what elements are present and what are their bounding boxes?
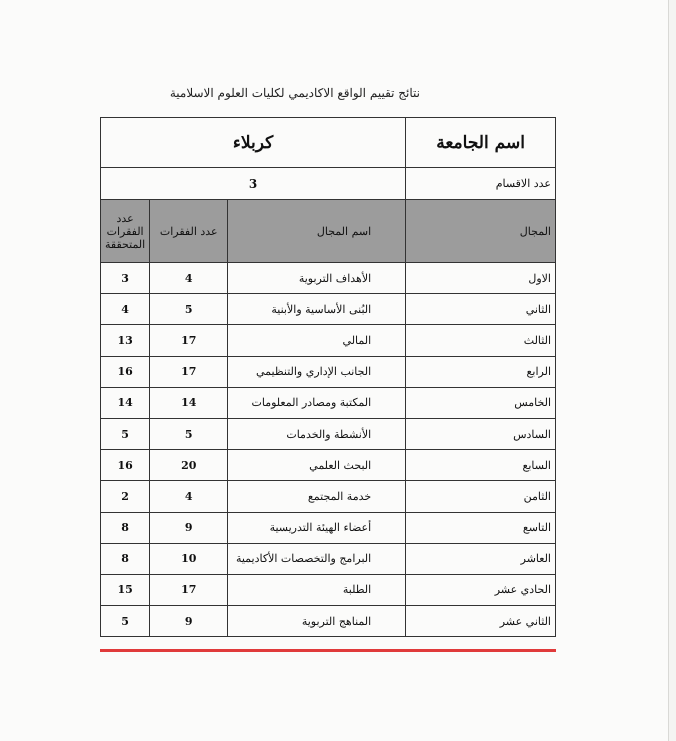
row-domain-name: المالي [228, 325, 406, 356]
row-domain: الثالث [406, 325, 556, 356]
table-row [101, 606, 556, 637]
row-domain: الثامن [406, 481, 556, 512]
row-items-count: 4 [150, 263, 228, 294]
table-row [101, 512, 556, 543]
results-table [100, 117, 556, 637]
row-domain: الاول [406, 263, 556, 294]
row-items-count: 20 [150, 450, 228, 481]
table-header-row [101, 200, 556, 263]
row-items-achieved: 16 [101, 450, 150, 481]
row-domain: الحادي عشر [406, 574, 556, 605]
table-row [101, 450, 556, 481]
row-domain-name: أعضاء الهيئة التدريسية [228, 512, 406, 543]
table-row [101, 325, 556, 356]
row-items-achieved: 14 [101, 387, 150, 418]
row-items-count: 14 [150, 387, 228, 418]
table-row [101, 294, 556, 325]
row-domain-name: البُنى الأساسية والأبنية [228, 294, 406, 325]
university-label: اسم الجامعة [406, 118, 556, 168]
header-domain: المجال [406, 200, 556, 263]
row-items-count: 17 [150, 356, 228, 387]
university-row [101, 118, 556, 168]
row-domain-name: خدمة المجتمع [228, 481, 406, 512]
row-domain-name: الطلبة [228, 574, 406, 605]
row-items-achieved: 16 [101, 356, 150, 387]
row-items-achieved: 5 [101, 606, 150, 637]
departments-label: عدد الاقسام [406, 168, 556, 200]
row-items-achieved: 13 [101, 325, 150, 356]
row-domain: العاشر [406, 543, 556, 574]
row-domain: الرابع [406, 356, 556, 387]
row-domain: الثاني عشر [406, 606, 556, 637]
row-items-count: 5 [150, 418, 228, 449]
row-items-achieved: 8 [101, 543, 150, 574]
header-items-achieved: عدد الفقرات المتحققة [101, 200, 150, 263]
row-domain-name: البحث العلمي [228, 450, 406, 481]
departments-row [101, 168, 556, 200]
row-domain: السادس [406, 418, 556, 449]
row-domain-name: المكتبة ومصادر المعلومات [228, 387, 406, 418]
row-items-count: 9 [150, 606, 228, 637]
departments-value: 3 [101, 168, 406, 200]
table-row [101, 387, 556, 418]
table-row [101, 418, 556, 449]
table-body [101, 263, 556, 637]
row-domain-name: الأنشطة والخدمات [228, 418, 406, 449]
row-items-achieved: 2 [101, 481, 150, 512]
row-items-count: 5 [150, 294, 228, 325]
accent-underline [100, 649, 556, 652]
row-items-achieved: 4 [101, 294, 150, 325]
table-row [101, 574, 556, 605]
header-items-count: عدد الفقرات [150, 200, 228, 263]
row-domain: الخامس [406, 387, 556, 418]
row-domain-name: البرامج والتخصصات الأكاديمية [228, 543, 406, 574]
table-row [101, 356, 556, 387]
row-items-count: 17 [150, 325, 228, 356]
row-items-count: 17 [150, 574, 228, 605]
table-row [101, 263, 556, 294]
document-title: نتائج تقييم الواقع الاكاديمي لكليات العلوم الاسلامية [169, 86, 420, 100]
row-items-achieved: 8 [101, 512, 150, 543]
row-items-achieved: 5 [101, 418, 150, 449]
row-domain: السابع [406, 450, 556, 481]
row-domain: الثاني [406, 294, 556, 325]
header-domain-name: اسم المجال [228, 200, 406, 263]
table-row [101, 543, 556, 574]
row-domain-name: المناهج التربوية [228, 606, 406, 637]
row-items-achieved: 15 [101, 574, 150, 605]
row-items-count: 9 [150, 512, 228, 543]
row-domain: التاسع [406, 512, 556, 543]
row-domain-name: الجانب الإداري والتنظيمي [228, 356, 406, 387]
university-value: كربلاء [101, 118, 406, 168]
row-items-count: 10 [150, 543, 228, 574]
row-items-count: 4 [150, 481, 228, 512]
row-items-achieved: 3 [101, 263, 150, 294]
table-row [101, 481, 556, 512]
row-domain-name: الأهداف التربوية [228, 263, 406, 294]
